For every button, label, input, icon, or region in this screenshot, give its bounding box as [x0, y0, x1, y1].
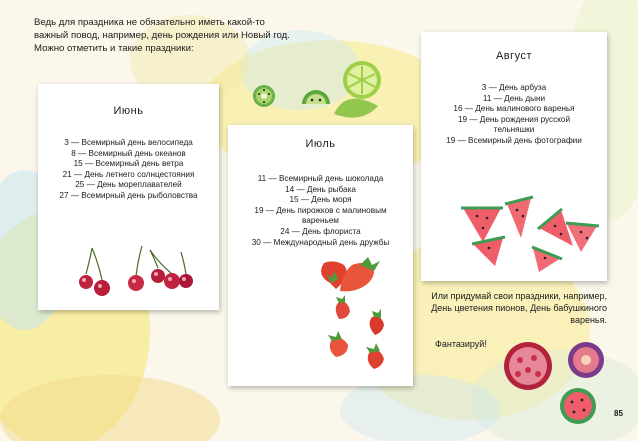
holiday-item: 25 — День мореплавателей	[75, 180, 182, 190]
watermelon-illustration	[421, 32, 607, 281]
fruit-halves-illustration	[488, 336, 628, 426]
kiwi-lime-illustration	[250, 58, 410, 120]
watermelon-round-icon	[560, 388, 596, 424]
holiday-item: 15 — День моря	[289, 195, 352, 205]
holiday-item: 3 — Всемирный день велосипеда	[64, 138, 193, 147]
holiday-item: 16 — День малинового варенья	[453, 104, 575, 114]
lime-slice-icon	[343, 61, 381, 99]
kiwi-half-icon	[302, 90, 330, 104]
holiday-item: 8 — Всемирный день океанов	[71, 148, 186, 158]
intro-line: Можно отметить и такие праздники:	[34, 43, 194, 54]
watermelon-slice-icon	[538, 209, 573, 246]
holiday-item: 15 — Всемирный день ветра	[73, 159, 184, 169]
strawberry-icon	[370, 309, 384, 335]
card-august	[421, 32, 607, 281]
watermelon-slice-icon	[505, 197, 533, 238]
holiday-item: 19 — День пирожков с малиновым	[254, 205, 387, 215]
holiday-item: 3 — День арбуза	[481, 83, 547, 92]
holiday-item: 11 — День дыни	[482, 93, 546, 103]
strawberry-icon	[328, 331, 348, 357]
strawberry-icon	[366, 343, 384, 369]
card-title-august: Август	[495, 50, 533, 62]
holiday-item: 27 — Всемирный день рыболовства	[59, 190, 198, 200]
watermelon-slice-icon	[532, 247, 562, 272]
watermelon-slice-icon	[461, 208, 503, 242]
closing-line: Фантазируй!	[435, 339, 487, 349]
intro-line: Ведь для праздника не обязательно иметь какой-то	[34, 17, 265, 28]
holiday-item: 21 — День летнего солнцестояния	[62, 169, 195, 179]
cherries-illustration	[38, 84, 219, 310]
watermelon-slice-icon	[566, 223, 599, 252]
holiday-item: 19 — Всемирный день фотографии	[446, 135, 582, 145]
holiday-item: 24 — День флориста	[280, 226, 361, 236]
holiday-item: тельняшки	[493, 125, 535, 135]
holiday-item: 30 — Международный день дружбы	[251, 237, 390, 247]
watermelon-slice-icon	[472, 237, 505, 266]
strawberry-icon	[336, 295, 350, 319]
pomegranate-half-icon	[504, 342, 552, 390]
fig-half-icon	[568, 342, 604, 378]
holiday-item: 19 — День рождения русской	[457, 114, 571, 124]
lime-wedge-icon	[334, 99, 378, 118]
card-july	[228, 125, 413, 386]
holiday-item: вареньем	[302, 216, 339, 226]
kiwi-slice-icon	[253, 85, 275, 107]
card-june	[38, 84, 219, 310]
holiday-item: 11 — Всемирный день шоколада	[257, 174, 384, 183]
card-title-june: Июнь	[113, 105, 144, 117]
page-number: 85	[614, 409, 623, 418]
intro-text	[34, 16, 324, 55]
intro-line: важный повод, например, день рождения или Новый год.	[34, 30, 290, 41]
invite-paragraph: Или придумай свои праздники, например, День цветения пионов, День бабушкиного варенья.	[431, 291, 607, 325]
strawberry-icon	[321, 257, 380, 291]
holiday-item: 14 — День рыбака	[285, 184, 356, 194]
strawberries-illustration	[228, 125, 413, 386]
card-title-july: Июль	[305, 138, 336, 150]
